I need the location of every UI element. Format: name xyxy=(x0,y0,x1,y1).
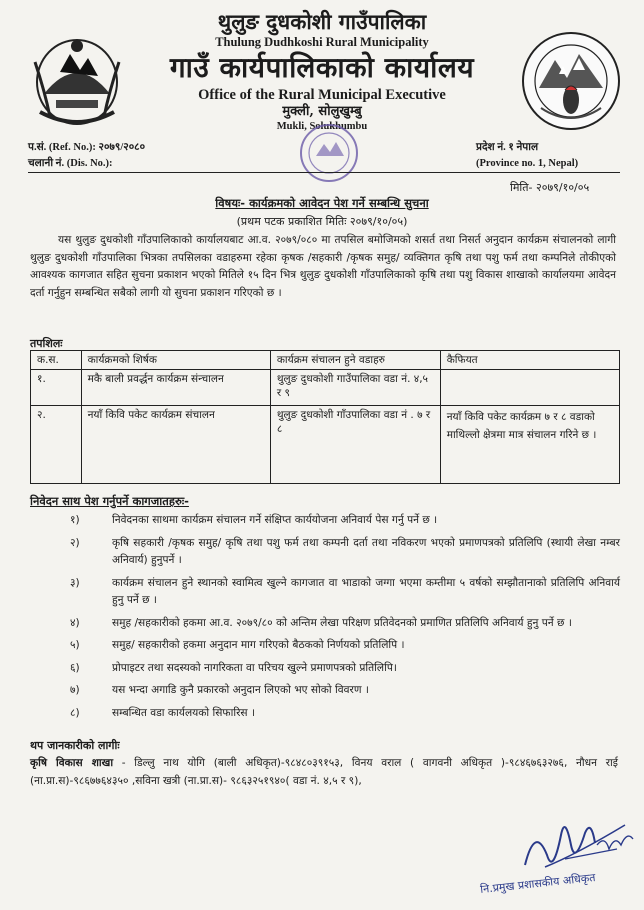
municipality-logo-icon xyxy=(519,30,623,132)
row-remarks xyxy=(440,370,619,406)
notice-subject: विषयः- कार्यक्रमको आवेदन पेश गर्ने सम्बन्धि सुचना xyxy=(215,196,429,210)
header-wards: कार्यक्रम संचालन हुने वडाहरु xyxy=(270,351,440,370)
item-text: सम्बन्धित वडा कार्यलयको सिफारिस । xyxy=(112,706,255,719)
province-en: (Province no. 1, Nepal) xyxy=(476,158,579,169)
list-item xyxy=(30,615,620,633)
item-text: कार्यक्रम संचालन हुने स्थानको स्वामित्व खुल्ने कागजात वा भाडाको जग्गा भएमा कम्तीमा ५ वर्षको सम्झौतानाको प्रतिलिपि अनिवार्य हुनु पर्ने छ । xyxy=(112,576,620,606)
row-wards: थुलुङ दुधकोशी गाँउपालिका वडा नं . ७ र ८ xyxy=(270,406,440,484)
table-header-row xyxy=(31,351,620,370)
item-number: ३) xyxy=(70,576,80,589)
list-item xyxy=(30,512,620,530)
row-serial: १. xyxy=(31,370,82,406)
details-label: तपशिलः xyxy=(30,337,63,350)
signature-icon xyxy=(505,805,640,910)
contact-section-name: कृषि विकास शाखा xyxy=(30,757,114,769)
item-number: ७) xyxy=(70,684,80,696)
list-item xyxy=(30,682,620,700)
notice-body: यस थुलुङ दुधकोशी गाँउपालिकाको कार्यालयबाट आ.व. २०७९/०८० मा तपसिल बमोजिमको शसर्त तथा निसर्त अनुदान कार्यक्रम संचालनको लागी थुलुङ दुधकोशी गाँउपालिका भित्रका तपसिलका वडाहरुमा रहेका कृषक /सहकारी /कृषक समुह/ व्यक्तिगत कृषि तथा पशु फर्म तथा कम्पनिले तोकीएको आवश्यक कागजात सहित सुचना प्रकाशन भएको मितिले १५ दिन भित्र थुलुङ दुधकोशी गाँउपालिकाको कृषि तथा पशु विकास शाखाको कार्यालयमा आवेदन दर्ता गर्नुहुन सम्बन्धित सबैको लागी यो सुचना प्रकाशन गरिएको छ । xyxy=(30,234,616,299)
list-item xyxy=(30,660,620,678)
row-program: नयाँ किवि पकेट कार्यक्रम संचालन xyxy=(81,406,270,484)
place-en: Mukli, Solukhumbu xyxy=(276,121,368,132)
table-row xyxy=(31,370,620,406)
list-item xyxy=(30,705,620,723)
place-np: मुक्ली, सोलुखुम्बु xyxy=(282,104,362,119)
item-number: ५) xyxy=(70,639,80,651)
contact-details xyxy=(30,754,618,790)
item-number: २) xyxy=(70,536,80,549)
item-text: समुह /सहकारीको हकमा आ.व. २०७९/८० को अन्तिम लेखा परिक्षण प्रतिवेदनको प्रमाणित प्रतिलिपि अनिवार्य हुनु पर्ने छ । xyxy=(112,616,572,629)
issue-date: मिति- २०७९/१०/०५ xyxy=(510,181,590,194)
row-remarks: नयाँ किवि पकेट कार्यक्रम ७ र ८ वडाको माथिल्लो क्षेत्रमा मात्र संचालन गरिने छ । xyxy=(440,406,619,484)
item-number: ६) xyxy=(70,661,80,674)
first-published-date: (प्रथम पटक प्रकाशित मितिः २०७९/१०/०५) xyxy=(236,215,408,228)
province-np: प्रदेश नं. १ नेपाल xyxy=(476,142,539,153)
list-item xyxy=(30,535,620,570)
item-number: १) xyxy=(70,514,80,526)
contact-text: - डिल्लु नाथ योगि (बाली अधिकृत)-९८४८०३९१५३, विनय वराल ( वागवनी अधिकृत )-९८४६७६३२७६, नौधन राई (ना.प्रा.स)-९८६७७६४३५० ,सविना खत्री (ना.प्रा.स)- ९८६३२५१९४०( वडा नं. ४,५ र ९), xyxy=(30,757,618,787)
header-serial: क.स. xyxy=(31,351,82,370)
ref-number: प.सं. (Ref. No.): २०७९/२०८० xyxy=(28,142,146,153)
municipality-name-en: Thulung Dudhkoshi Rural Municipality xyxy=(215,35,429,49)
municipality-name-np: थुलुङ दुधकोशी गाउँपालिका xyxy=(217,9,427,34)
province-block xyxy=(476,140,578,172)
row-program: मकै बाली प्रवर्द्धन कार्यक्रम संन्चालन xyxy=(81,370,270,406)
office-name-en: Office of the Rural Municipal Executive xyxy=(198,87,446,103)
item-text: कृषि सहकारी /कृषक समुह/ कृषि तथा पशु फर्म तथा कम्पनी दर्ता तथा नविकरण भएको प्रमाणपत्रको प्रतिलिपि (स्थायी लेखा नम्बर अनिवार्य) हुनुपर्ने । xyxy=(112,536,620,566)
row-wards: थुलुङ दुधकोशी गाउँपालिका वडा नं. ४,५ र ९ xyxy=(270,370,440,406)
header-remarks: कैफियत xyxy=(440,351,619,370)
item-text: प्रोपाइटर तथा सदस्यको नागरिकता वा परिचय खुल्ने प्रमाणपत्रको प्रतिलिपि। xyxy=(112,661,397,674)
program-table xyxy=(30,350,620,484)
nepal-emblem-icon xyxy=(30,32,125,130)
row-serial: २. xyxy=(31,406,82,484)
list-item xyxy=(30,637,620,655)
header-divider xyxy=(28,172,620,173)
header-program: कार्यक्रमको शिर्षक xyxy=(81,351,270,370)
table-row xyxy=(31,406,620,484)
item-number: ८) xyxy=(70,706,80,719)
contact-title: थप जानकारीको लागीः xyxy=(30,739,120,752)
office-name-np: गाउँ कार्यपालिकाको कार्यालय xyxy=(169,51,475,84)
dispatch-number: चलानी नं. (Dis. No.): xyxy=(28,158,113,169)
item-text: समुह/ सहकारीको हकमा अनुदान माग गरिएको बैठकको निर्णयको प्रतिलिपि । xyxy=(112,639,405,651)
signatory-designation: नि.प्रमुख प्रशासकीय अधिकृत xyxy=(479,870,597,897)
documents-title: निवेदन साथ पेश गर्नुपर्ने कागजातहरुः- xyxy=(30,494,189,508)
reference-block xyxy=(28,140,145,172)
letterhead xyxy=(130,10,514,133)
list-item xyxy=(30,575,620,610)
documents-list xyxy=(30,512,620,727)
item-text: यस भन्दा अगाडि कुनै प्रकारको अनुदान लिएको भए सोको विवरण । xyxy=(112,684,369,696)
item-text: निवेदनका साथमा कार्यक्रम संचालन गर्ने संक्षिप्त कार्ययोजना अनिवार्य पेस गर्नु पर्ने छ । xyxy=(112,514,438,526)
item-number: ४) xyxy=(70,616,80,629)
office-stamp-icon xyxy=(298,122,360,184)
